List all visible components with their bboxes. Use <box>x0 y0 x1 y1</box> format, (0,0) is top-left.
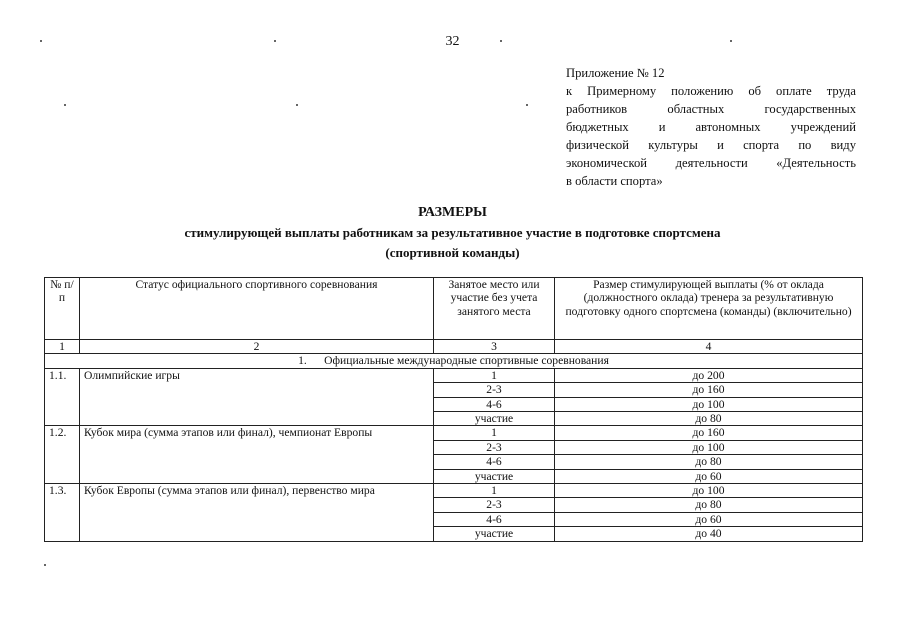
header-status: Статус официального спортивного соревнования <box>80 278 434 340</box>
section-row <box>45 354 863 368</box>
place-cell: 4-6 <box>434 455 555 469</box>
size-cell: до 200 <box>555 368 863 382</box>
appendix-line: физической культуры и спорта по виду <box>566 138 856 152</box>
place-cell: участие <box>434 412 555 426</box>
place-cell: 4-6 <box>434 512 555 526</box>
document-title <box>0 203 905 263</box>
appendix-line: в области спорта» <box>566 174 663 188</box>
table-row <box>45 368 863 382</box>
title-subheading: стимулирующей выплаты работникам за результативное участие в подготовке спортсмена <box>184 225 721 240</box>
size-cell: до 60 <box>555 469 863 483</box>
place-cell: 2-3 <box>434 440 555 454</box>
section-title: 1. Официальные международные спортивные соревнования <box>45 354 863 368</box>
index-cell: 3 <box>434 340 555 354</box>
size-cell: до 160 <box>555 383 863 397</box>
table-row <box>45 484 863 498</box>
place-cell: участие <box>434 527 555 541</box>
size-cell: до 80 <box>555 412 863 426</box>
index-cell: 2 <box>80 340 434 354</box>
place-cell: 1 <box>434 426 555 440</box>
header-place: Занятое место или участие без учета занятого места <box>434 278 555 340</box>
place-cell: 2-3 <box>434 383 555 397</box>
size-cell: до 160 <box>555 426 863 440</box>
row-number: 1.3. <box>45 484 80 542</box>
appendix-line: к Примерному положению об оплате труда <box>566 84 856 98</box>
row-number: 1.2. <box>45 426 80 484</box>
appendix-line: экономической деятельности «Деятельность <box>566 156 856 170</box>
appendix-line: Приложение № 12 <box>566 66 665 80</box>
scan-speck <box>44 564 46 566</box>
title-subheading-2: (спортивной команды) <box>385 245 520 260</box>
appendix-note <box>566 64 856 190</box>
scan-speck <box>526 104 528 106</box>
table-row <box>45 426 863 440</box>
place-cell: 4-6 <box>434 397 555 411</box>
place-cell: участие <box>434 469 555 483</box>
payments-table <box>44 277 863 542</box>
size-cell: до 100 <box>555 397 863 411</box>
page-number: 32 <box>445 34 460 49</box>
scan-speck <box>296 104 298 106</box>
table-index-row <box>45 340 863 354</box>
size-cell: до 80 <box>555 455 863 469</box>
competition-status: Олимпийские игры <box>80 368 434 426</box>
place-cell: 1 <box>434 368 555 382</box>
place-cell: 2-3 <box>434 498 555 512</box>
appendix-line: бюджетных и автономных учреждений <box>566 120 856 134</box>
competition-status: Кубок Европы (сумма этапов или финал), первенство мира <box>80 484 434 542</box>
size-cell: до 40 <box>555 527 863 541</box>
row-number: 1.1. <box>45 368 80 426</box>
header-size: Размер стимулирующей выплаты (% от оклада (должностного оклада) тренера за результативную подготовку одного спортсмена (команды) (включительно) <box>555 278 863 340</box>
competition-status: Кубок мира (сумма этапов или финал), чемпионат Европы <box>80 426 434 484</box>
table-header-row <box>45 278 863 340</box>
place-cell: 1 <box>434 484 555 498</box>
index-cell: 1 <box>45 340 80 354</box>
index-cell: 4 <box>555 340 863 354</box>
title-heading: РАЗМЕРЫ <box>418 205 487 220</box>
size-cell: до 60 <box>555 512 863 526</box>
scan-speck <box>64 104 66 106</box>
size-cell: до 100 <box>555 440 863 454</box>
size-cell: до 80 <box>555 498 863 512</box>
appendix-line: работников областных государственных <box>566 102 856 116</box>
size-cell: до 100 <box>555 484 863 498</box>
header-num: № п/п <box>45 278 80 340</box>
